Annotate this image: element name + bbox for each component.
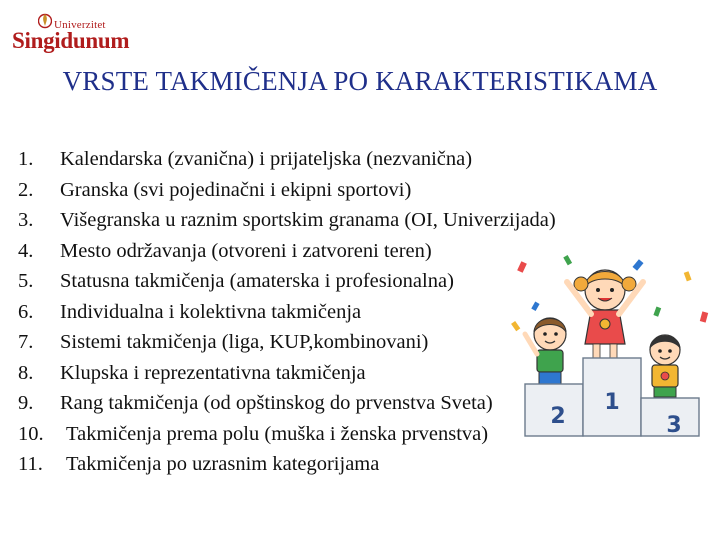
slide-title: VRSTE TAKMIČENJA PO KARAKTERISTIKAMA [62, 66, 658, 96]
item-number: 2. [18, 178, 34, 201]
item-number: 6. [18, 300, 34, 323]
list-item [18, 144, 658, 175]
item-number: 11. [18, 453, 43, 475]
list-item [18, 266, 658, 297]
item-text: Takmičenja po uzrasnim kategorijama [66, 453, 380, 475]
list-item [18, 358, 658, 389]
item-text: Višegranska u raznim sportskim granama (OI, Univerzijada) [60, 209, 556, 231]
item-text: Individualna i kolektivna takmičenja [60, 300, 362, 323]
item-text: Klupska i reprezentativna takmičenja [60, 361, 366, 384]
podium-place-first: 1 [604, 390, 620, 415]
item-number: 9. [18, 392, 34, 414]
item-number: 7. [18, 331, 34, 353]
item-number: 10. [18, 422, 44, 445]
item-text: Kalendarska (zvanična) i prijateljska (nezvanična) [60, 148, 473, 170]
item-text: Mesto održavanja (otvoreni i zatvoreni teren) [60, 239, 432, 262]
item-text: Statusna takmičenja (amaterska i profesionalna) [60, 270, 454, 292]
item-number: 1. [18, 148, 34, 170]
item-number: 5. [18, 270, 34, 292]
logo-brand-name: Singidunum [12, 28, 130, 53]
item-number: 4. [18, 239, 34, 262]
item-text: Takmičenja prema polu (muška i ženska prvenstva) [66, 422, 489, 445]
flame-icon [38, 11, 52, 29]
item-text: Rang takmičenja (od opštinskog do prvenstva Sveta) [60, 392, 493, 414]
university-logo [10, 8, 140, 52]
list-item [18, 388, 658, 419]
list-item [18, 297, 658, 328]
logo-university-text: Univerzitet [54, 19, 106, 31]
item-number: 8. [18, 361, 34, 384]
list-item [18, 205, 658, 236]
list-item [18, 419, 658, 450]
podium-place-second: 2 [550, 404, 566, 429]
list-item [18, 236, 658, 267]
competition-types-list [18, 144, 658, 480]
item-text: Sistemi takmičenja (liga, KUP,kombinovani) [60, 331, 429, 353]
list-item [18, 327, 658, 358]
list-item [18, 175, 658, 206]
item-number: 3. [18, 209, 34, 231]
list-item [18, 449, 658, 480]
podium-place-third: 3 [666, 413, 682, 438]
item-text: Granska (svi pojedinačni i ekipni sportovi) [60, 178, 412, 201]
